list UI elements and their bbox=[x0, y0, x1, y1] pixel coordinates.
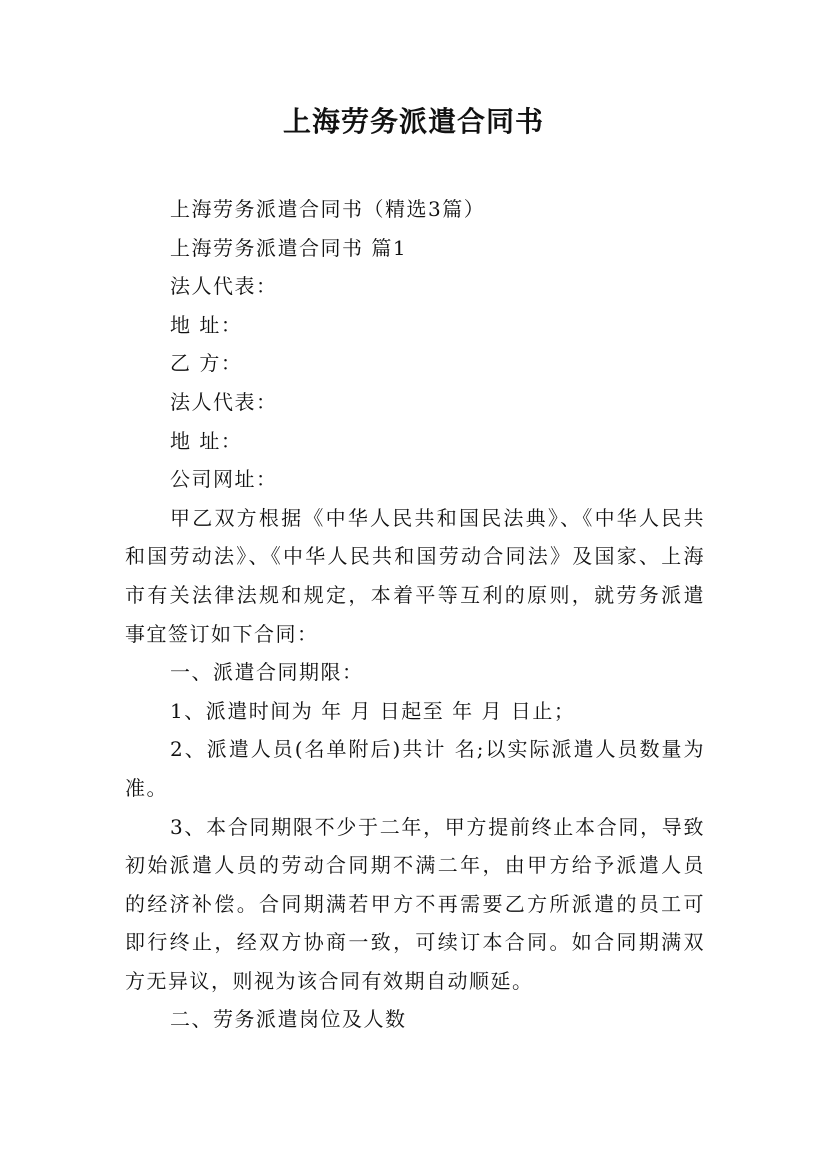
clause-3-paragraph: 3、本合同期限不少于二年，甲方提前终止本合同，导致初始派遣人员的劳动合同期不满二年，由甲方给予派遣人员的经济补偿。合同期满若甲方不再需要乙方所派遣的员工可即行终止，经双方协商一致，可续订本合同。如合同期满双方无异议，则视为该合同有效期自动顺延。 bbox=[125, 814, 705, 993]
party-b-label: 乙 方： bbox=[170, 351, 243, 376]
clause-1-paragraph: 1、派遣时间为 年 月 日起至 年 月 日止； bbox=[170, 698, 576, 723]
section-heading: 上海劳务派遣合同书 篇1 bbox=[170, 235, 408, 260]
subtitle-line: 上海劳务派遣合同书（精选3篇） bbox=[170, 197, 486, 221]
company-website-label: 公司网址： bbox=[170, 467, 278, 492]
preamble-paragraph: 甲乙双方根据《中华人民共和国民法典》、《中华人民共和国劳动法》、《中华人民共和国劳动合同法》及国家、上海市有关法律法规和规定，本着平等互利的原则，就劳务派遣事宜签订如下合同： bbox=[125, 505, 705, 646]
document-title: 上海劳务派遣合同书 bbox=[282, 105, 544, 138]
clause-2-paragraph: 2、派遣人员(名单附后)共计 名;以实际派遣人员数量为准。 bbox=[125, 737, 705, 800]
party-a-address-label: 地 址： bbox=[170, 312, 243, 337]
clause-heading-positions: 二、劳务派遣岗位及人数 bbox=[170, 1007, 407, 1032]
clause-heading-term: 一、派遣合同期限： bbox=[170, 660, 364, 685]
party-a-representative-label: 法人代表： bbox=[170, 274, 278, 299]
party-b-address-label: 地 址： bbox=[170, 428, 243, 453]
document-body bbox=[125, 190, 705, 1039]
party-b-representative-label: 法人代表： bbox=[170, 389, 278, 414]
